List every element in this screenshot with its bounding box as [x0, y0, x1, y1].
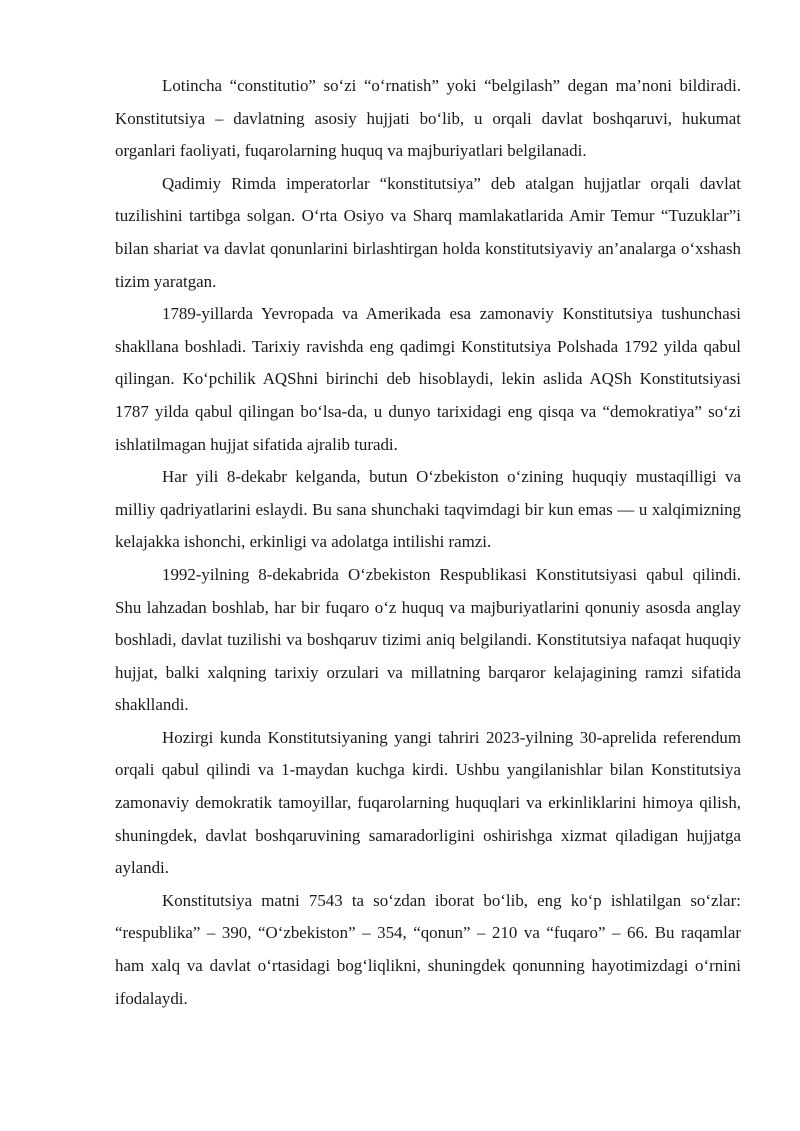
paragraph-word-statistics: Konstitutsiya matni 7543 ta so‘zdan iborat bo‘lib, eng ko‘p ishlatilgan so‘zlar: “respublika” – 390, “O‘zbekiston” – 354, “qonun” – 210 va “fuqaro” – 66. Bu raqamlar ham xalq va davlat o‘rtasidagi bog‘liqlikni, shuningdek qonunning hayotimizdagi o‘rnini ifodalaydi. — [115, 890, 741, 1008]
paragraph-modern-constitution: 1789-yillarda Yevropada va Amerikada esa zamonaviy Konstitutsiya tushunchasi shakllana boshladi. Tarixiy ravishda eng qadimgi Konstitutsiya Polshada 1792 yilda qabul qilingan. Ko‘pchilik AQShni birinchi deb hisoblaydi, lekin aslida AQSh Konstitutsiyasi 1787 yilda qabul qilingan bo‘lsa-da, u dunyo tarixidagi eng qisqa va “demokratiya” so‘zi ishlatilmagan hujjat sifatida ajralib turadi. — [115, 304, 741, 454]
paragraph-adoption-1992: 1992-yilning 8-dekabrida O‘zbekiston Respublikasi Konstitutsiyasi qabul qilindi. Shu lahzadan boshlab, har bir fuqaro o‘z huquq va majburiyatlarini qonuniy asosda anglay boshladi, davlat tuzilishi va boshqaruv tizimi aniq belgilandi. Konstitutsiya nafaqat huquqiy hujjat, balki xalqning tarixiy orzulari va millatning barqaror kelajagining ramzi sifatida shakllandi. — [115, 564, 741, 715]
document-page — [115, 70, 741, 1015]
paragraph-ancient-rome: Qadimiy Rimda imperatorlar “konstitutsiya” deb atalgan hujjatlar orqali davlat tuzilishini tartibga solgan. O‘rta Osiyo va Sharq mamlakatlarida Amir Temur “Tuzuklar”i bilan shariat va davlat qonunlarini birlashtirgan holda konstitutsiyaviy an’analarga o‘xshash tizim yaratgan. — [115, 173, 741, 291]
paragraph-new-edition-2023: Hozirgi kunda Konstitutsiyaning yangi tahriri 2023-yilning 30-aprelida referendum orqali qabul qilindi va 1-maydan kuchga kirdi. Ushbu yangilanishlar bilan Konstitutsiya zamonaviy demokratik tamoyillar, fuqarolarning huquqlari va erkinliklarini himoya qilish, shuningdek, davlat boshqaruvining samaradorligini oshirishga xizmat qiladigan hujjatga aylandi. — [115, 727, 741, 878]
paragraph-constitutio-meaning: Lotincha “constitutio” so‘zi “o‘rnatish” yoki “belgilash” degan ma’noni bildiradi. Konstitutsiya – davlatning asosiy hujjati bo‘lib, u orqali davlat boshqaruvi, hukumat organlari faoliyati, fuqarolarning huquq va majburiyatlari belgilanadi. — [115, 76, 741, 161]
paragraph-december-8: Har yili 8-dekabr kelganda, butun O‘zbekiston o‘zining huquqiy mustaqilligi va milliy qadriyatlarini eslaydi. Bu sana shunchaki taqvimdagi bir kun emas — u xalqimizning kelajakka ishonchi, erkinligi va adolatga intilishi ramzi. — [115, 467, 741, 552]
